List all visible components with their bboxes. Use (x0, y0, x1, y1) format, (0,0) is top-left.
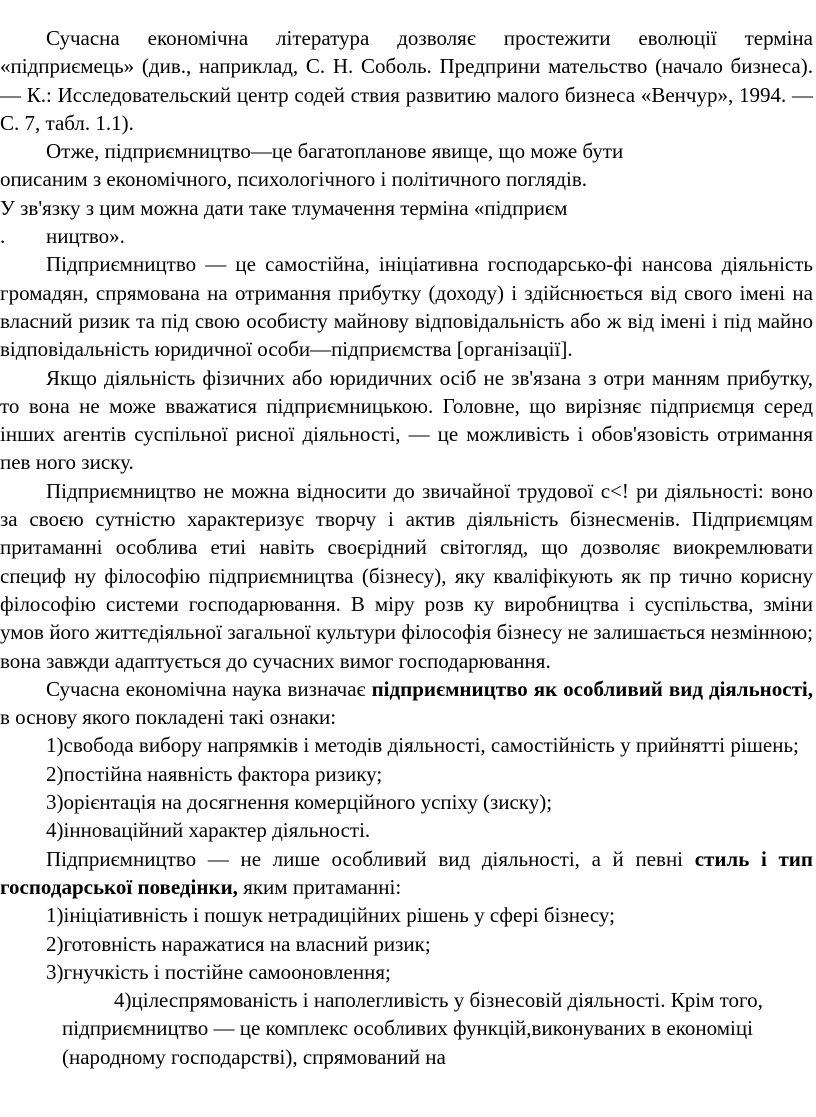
style-bold: стиль і тип господарської поведінки, (0, 846, 813, 899)
paragraph-definition-intro (0, 137, 813, 250)
list-item: 3)гнучкість і постійне самооновлення; (46, 959, 391, 984)
signs-tail: в основу якого покладені такі ознаки: (0, 705, 337, 730)
paragraph-literature: Сучасна економічна література дозволяє простежити еволюції терміна «підприємець» (див., наприклад, С. Н. Соболь. Предприни мательство (начало бизнеса). — К.: Исследовательский центр содей ствия развитию малого бизнеса «Венчур», 1994. — С. 7, табл. 1.1). (0, 26, 813, 135)
list-item: 1)свобода вибору напрямків і методів діяльності, самостійність у прийнятті рішень; (46, 733, 799, 758)
list-item: 2)готовність наражатися на власний ризик; (46, 931, 431, 956)
paragraph-signs (0, 675, 813, 732)
paragraph-profit: Якщо діяльність фізичних або юридичних осіб не зв'язана з отри манням прибутку, то вона не може вважатися підприємницькою. Головне, що вирізняє підприємця серед інших агентів суспільної рисної діяльності, — це можливість і обов'язовість отримання пев ного зиску. (0, 365, 813, 475)
list-item-last: 4)цілеспрямованість і наполегливість у бізнесовій діяльності. Крім того, підприємництво — це комплекс особливих функцій,виконуваних в економіці (народному господарстві), спрямований на (62, 988, 763, 1069)
list-item: 2)постійна наявність фактора ризику; (46, 761, 383, 786)
style-tail: яким притаманні: (237, 874, 402, 899)
intro-line-3: У зв'язку з цим можна дати таке тлумачення терміна «підприєм (0, 195, 568, 220)
intro-line-4-text: ництво». (46, 224, 125, 249)
intro-line-1: Отже, підприємництво—це багатопланове явище, що може бути (46, 139, 624, 164)
stray-dot: . (0, 224, 6, 249)
list-item: 4)інноваційний характер діяльності. (46, 818, 371, 843)
signs-bold: підприємництво як особливий вид діяльності, (371, 676, 813, 701)
style-lead: Підприємництво — не лише особливий вид діяльності, а й певні (46, 846, 695, 871)
paragraph-style (0, 845, 813, 902)
intro-line-2: описаним з економічного, психологічного і політичного поглядів. (0, 167, 588, 192)
list-item: 3)орієнтація на досягнення комерційного успіху (зиску); (46, 790, 553, 815)
signs-lead: Сучасна економічна наука визначає (46, 676, 372, 701)
paragraph-philosophy: Підприємництво не можна відносити до звичайної трудової с<! ри діяльності: воно за своєю сутністю характеризує творчу і актив діяльність бізнесменів. Підприємцям притаманні особлива етиі навіть своєрідний світогляд, що дозволяє виокремлювати специф ну філософію підприємництва (бізнесу), яку кваліфікують як пр тично корисну філософію системи господарювання. В міру розв ку виробництва і суспільства, зміни умов його життєдіяльної загальної культури філософія бізнесу не залишається незмінною; вона завжди адаптується до сучасних вимог господарювання. (0, 478, 813, 673)
list-item: 1)ініціативність і пошук нетрадиційних рішень у сфері бізнесу; (46, 903, 615, 928)
intro-line-4 (0, 222, 813, 250)
paragraph-definition: Підприємництво — це самостійна, ініціативна господарсько-фі нансова діяльність громадян, спрямована на отримання прибутку (доходу) і здійснюється від свого імені на власний ризик та під свою особисту майнову відповідальність або ж від імені і під майно відповідальність юридичної особи—підприємства [організації]. (0, 252, 813, 362)
